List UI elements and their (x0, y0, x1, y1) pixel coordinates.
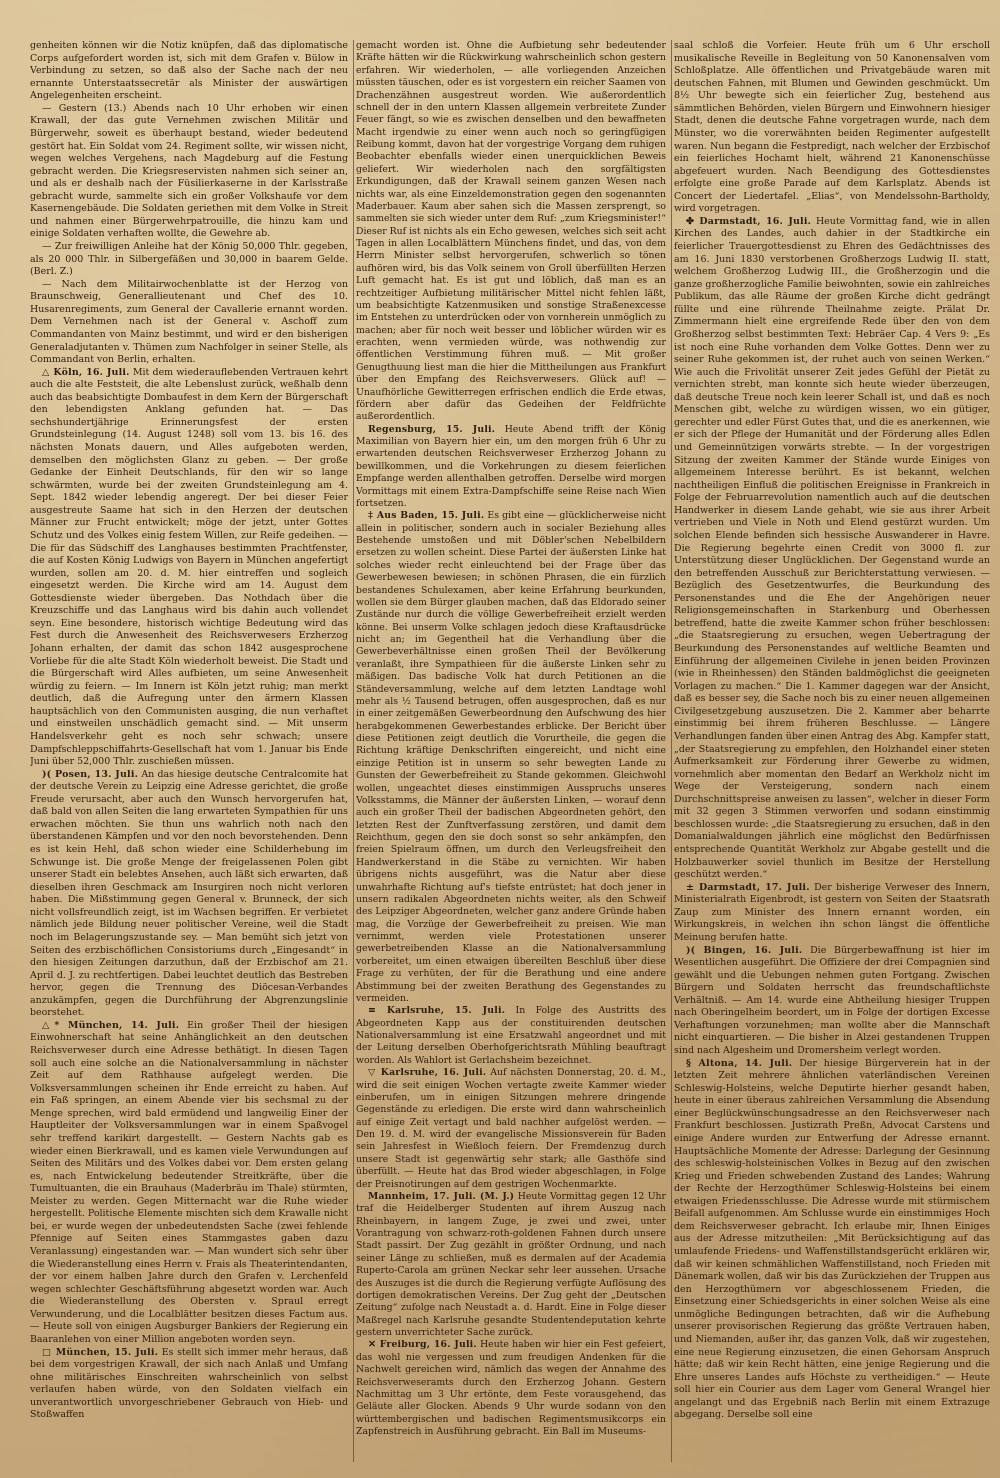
paragraph-text: — Nach dem Militairwochenblatte ist der Herzog von Braunschweig, Generallieutenant und Chef des 10. Husarenregiments, zum General der Cavallerie ernannt worden. Dem Vernehmen nach ist der General v. Aschoff zum Commandanten von Mainz bestimmt, und wird er den bisherigen Generaladjutanten v. Thümen zum Nachfolger in seiner Stelle, als Commandant von Berlin, erhalten. (30, 278, 348, 366)
article-paragraph (674, 882, 990, 945)
article-paragraph (356, 1339, 666, 1438)
article-paragraph (356, 510, 666, 1005)
column-1 (30, 40, 348, 1464)
paragraph-text: Der bisherige Verweser des Innern, Ministerialrath Eigenbrodt, ist gestern von Seiten der Staatsrath Zaup zum Minister des Innern ernannt worden, ein Wirkungskreis, in welchen ihn schon längst die öffentliche Meinung berufen hatte. (674, 881, 990, 943)
paragraph-text: Die Bürgerbewaffnung ist hier im Wesentlichen ausgeführt. Die Offiziere der drei Compagnien sind gewählt und die Uebungen nehmen guten Fortgang. Zwischen Bürgern und Soldaten herrscht das freundschaftlichste Verhältniß. — Am 14. wurde eine Abtheilung hiesiger Truppen nach Oberingelheim beordert, um in Folge der dortigen Excesse Verhaftungen vorzunehmen; man wollte aber die Mannschaft nicht einquartieren. — Die bisher in Alzei gestandenen Truppen sind nach Algesheim und Dromersheim verlegt worden. (674, 944, 990, 1056)
article-paragraph (30, 279, 348, 367)
paragraph-text: Es gibt eine — glücklicherweise nicht allein in politischer, sondern auch in socialer Beziehung alles Bestehende umstoßen und mit Döbler'schen Nebelbildern ersetzen zu wollen scheint. Diese Partei der äußersten Linke hat solches wieder recht einleuchtend bei der Frage über das Gewerbewesen bewiesen; in schönen Phrasen, die ein fürzlich bestandenes Schulexamen, aber keine Erfahrung beurkunden, wollen sie dem Bürger glauben machen, daß das Eldorado seiner Zustände nur durch die völlige Gewerbefreiheit erzielt werden könne. Bei unserm Volke schlagen jedoch diese Kraftausdrücke nicht an; im Gegentheil hat die Verhandlung über die Gewerbeverhältnisse einen großen Theil der Bevölkerung veranlaßt, ihre Sympathieen für die äußerste Linken sehr zu mäßigen. Das badische Volk hat durch Petitionen an die Ständeversammlung, welche auf dem letzten Landtage wohl mehr als ½ Tausend betrugen, offen ausgesprochen, daß es nur in einer zeitgemäßen Gewerbeordnung den Aufschwung des hier herabgekommenen Gewerbestandes erblicke. Der Bericht über diese Petitionen zeigt deutlich die Vorurtheile, die gegen die Richtung kräftige Denkschriften eingereicht, und nicht eine einzige Petition ist in unserm so sehr bewegten Lande zu Gunsten der Gewerbefreiheit zu Stande gekommen. Gleichwohl wollen, ungeachtet dieses einstimmigen Ausspruchs unseres Volksstamms, die Männer der äußersten Linken, — worauf denn auch ein großer Theil der badischen Abgeordneten gehört, den letzten Rest der Zunftverfassung zerstören, und damit dem Reichthum, gegen den sie doch sonst so sehr ankämpfen, den freien Spielraum öffnen, um durch den Verleugsfreiheit den Handwerkerstand in die Stäbe zu vernichten. Wir haben übrigens nichts ausgeführt, was die Natur aber diese unwahrhafte Richtung auf's tiefste entrüstet; hat doch jener in unsern radikalen Abgeordneten nichts weiter, als den Schweif des Leipziger Abgeordneten, welcher ganz andere Gründe haben mag, die Vorzüge der Gewerbefreiheit zu preisen. Wie man vernimmt, werden viele Protestationen unserer gewerbetreibenden Klasse an die Nationalversammlung vorbereitet, um einen etwaigen übereilten Beschluß über diese Frage zu verhüten, der für die Berathung und eine andere Abstimmung bei der zweiten Berathung des Gegenstandes zu vermeiden. (356, 510, 666, 1004)
dateline: ≡ Karlsruhe, 15. Juli. (368, 1005, 506, 1017)
paragraph-text: Heute Abend trifft der König Maximilian von Bayern hier ein, um den morgen früh 6 Uhr zu erwartenden deutschen Reichsverweser Erzherzog Johann zu bewillkommen, und die Vorkehrungen zu diesem feierlichen Empfange werden allenthalben getroffen. Derselbe wird morgen Vormittags mit einem Extra-Dampfschiffe seine Reise nach Wien fortsetzen. (356, 423, 666, 509)
column-3 (674, 40, 990, 1464)
article-paragraph (356, 424, 666, 511)
article-paragraph (356, 1191, 666, 1340)
paragraph-text: An das hiesige deutsche Centralcomite hat der deutsche Verein zu Leipzig eine Adresse gerichtet, die große Freude verursacht, aber auch den Wunsch hervorgerufen hat, daß bald von allen Seiten die lang erwarteten Sympathien für uns erwachen möchten. Sie thun uns wahrlich noth nach den überstandenen Kämpfen und vor den noch bevorstehenden. Denn es ist kein Hehl, daß schon wieder eine Schilderhebung im Schwunge ist. Die große Menge der freigelassenen Polen gibt unserer Stadt ein belebtes Ansehen, auch läßt sich erwarten, daß dieselben ihren Geschmack am Insurgiren noch nicht verloren haben. Die Mißstimmung gegen General v. Brunneck, der sich nicht vollsfreundlich zeigt, ist im Wachsen begriffen. Er verbietet nämlich jede Bildung neuer politischer Vereine, weil die Stadt noch im Belagerungszustande sey. — Man bemüht sich jetzt von Seiten des erzbischöflichen Consistoriums durch „Eingesandt“ in den hiesigen Zeitungen darzuthun, daß der Erzbischof am 21. April d. J. zu rechtfertigen. Dabei leuchtet deutlich das Bestreben hervor, gegen die Trennung des Diöcesan-Verbandes anzukämpfen, gegen die Durchführung der Abgrenzungslinie beorstehet. (30, 768, 348, 1019)
article-paragraph (30, 769, 348, 1020)
article-paragraph (30, 40, 348, 103)
dateline: ‡ Aus Baden, 15. Juli. (368, 510, 485, 522)
paragraph-text: Heute Vormittag fand, wie in allen Kirchen des Landes, auch dahier in der Stadtkirche ein feierlicher Trauergottesdienst zu Ehren des Gedächtnisses des am 16. Juni 1830 verstorbenen Großherzogs Ludwig II. statt, welchem Großherzog Ludwig III., die Großherzogin und die ganze großherzogliche Familie beiwohnten, sowie ein zahlreiches Publikum, das alle Räume der großen Kirche dicht gedrängt füllte und eine rührende Theilnahme zeigte. Prälat Dr. Zimmermann hielt eine ergreifende Rede über den von dem Großherzog selbst bestimmten Text: Hebräer Cap. 4 Vers 9: „Es ist noch eine Ruhe vorhanden dem Volke Gottes. Denn wer zu seiner Ruhe gekommen ist, der ruhet auch von seinen Werken.“ Wie auch die Frivolität unserer Zeit jedes Gefühl der Pietät zu vernichten strebt, man konnte sich heute wieder überzeugen, daß deutsche Treue noch kein leerer Schall ist, und daß es noch Menschen gibt, welche zu würdigen wissen, wo ein gütiger, gerechter und edler Fürst Gutes that, und die es anerkennen, wie er sich der Pflege der Humanität und der Förderung alles Edlen und Gemeinnützigen vorwärts strebte. — In der vorgestrigen Sitzung der zweiten Kammer der Stände wurde Einiges von allgemeinem Interesse berührt. Es ist bekannt, welchen nachtheiligen Einfluß die politischen Ereignisse in Frankreich in Folge der Februarrevolution namentlich auch auf die deutschen Handwerker in diesem Lande gehabt, wie sie aus ihrer Arbeit vertrieben und Viele in Noth und Elend gestürzt wurden. Um solchen Elende befinden sich hessische Auswanderer in Havre. Die Regierung begehrte einen Credit von 3000 fl. zur Unterstützung dieser Unglücklichen. Der Gegenstand wurde an den betreffenden Ausschuß zur Berichterstattung verwiesen. — Bezüglich des Gesetzentwurfes, die Beurkundung des Personenstandes und die Ehe der Angehörigen neuer Religionsgemeinschaften in Starkenburg und Oberhessen betreffend, hatte die zweite Kammer schon früher beschlossen: „die Staatsregierung zu ersuchen, wegen Uebertragung der Beurkundung des Personenstandes auf weltliche Beamten und Einführung der allgemeinen Civilehe in jenen beiden Provinzen (wie in Rheinhessen) den Ständen baldmöglichst die geeigneten Vorlagen zu machen.“ Die 1. Kammer dagegen war der Ansicht, daß es besser sey, die Sache noch bis zu einer neuen allgemeinen Civilgesetzgebung auszusetzen. Die 2. Kammer aber beharrte einstimmig bei ihrem früheren Beschlusse. — Längere Verhandlungen fanden über einen Antrag des Abg. Kampfer statt, „der Staatsregierung zu empfehlen, den Holzhandel einer steten Aufmerksamkeit zur Förderung ihrer Gewerbe zu widmen, vornehmlich aber momentan den Bedarf an Werkholz nicht im Wege der Versteigerung, sondern nach einem Durchschnittspreise anweisen zu lassen“, welcher in dieser Form mit 32 gegen 3 Stimmen verworfen und sodann einstimmig beschlossen wurde: „die Staatsregierung zu ersuchen, daß in den Domanialwaldungen jährlich eine möglichst den Bedürfnissen entsprechende Quantität Werkholz zur Abgabe gestellt und die Holzbauwerker soviel thunlich im Besitze der Herstellung geschützt werden.“ (674, 215, 990, 881)
article-paragraph (674, 945, 990, 1058)
article-paragraph (30, 1020, 348, 1347)
article-paragraph (30, 103, 348, 241)
article-paragraph (356, 1067, 666, 1191)
dateline: § Altona, 14. Juli. (686, 1057, 793, 1069)
column-rule (353, 40, 354, 1462)
dateline: △* München, 14. Juli. (42, 1019, 180, 1031)
paragraph-text: Auf nächsten Donnerstag, 20. d. M., wird die seit einigen Wochen vertagte zweite Kammer wieder einberufen, um in einigen Sitzungen mehrere dringende Gegenstände zu erledigen. Die erste wird dann wahrscheinlich auf einige Zeit vertagt und bald nachher aufgelöst werden. — Den 19. d. M. wird der evangelische Missionsverein für Baden sein Jahresfest in Wießloch feiern. Der Fremdenzug durch unsere Stadt ist gegenwärtig sehr stark; alle Gasthöfe sind überfüllt. — Heute hat das Brod wieder abgeschlagen, in Folge der Preisnotirungen auf dem gestrigen Wochenmarkte. (356, 1067, 666, 1190)
article-paragraph (356, 1005, 666, 1067)
dateline: )( Posen, 13. Juli. (42, 768, 139, 780)
dateline: )( Bingen, 16. Juli. (686, 944, 803, 956)
paragraph-text: Ein großer Theil der hiesigen Einwohnerschaft hat seine Anhänglichkeit an den deutschen Reichsverweser durch eine Adresse bethätigt. In diesen Tagen soll auch eine solche an die Nationalversammlung in nächster Zeit auf dem Rathhause aufgelegt werden. Die Volksversammlungen scheinen ihr Ende erreicht zu haben. Auf ein Faß springen, an einem Abende vier bis sechsmal zu der Menge sprechen, wird bald ermüdend und langweilig Einer der Hauptleiter der Volksversammlungen war in einem Spaßvogel sehr treffend karikirt dargestellt. — Gestern Nachts gab es wieder einen Bierkrawall, und es kamen viele Verwundungen auf Seiten des Militärs und des Volkes dabei vor. Dem ersten gelang es, nach Entwickelung bedeutender Streitkräfte, über die Tumultuanten, die ein Brauhaus (Maderbräu im Thale) stürmten, Meister zu werden. Gegen Mitternacht war die Ruhe wieder hergestellt. Politische Elemente mischten sich dem Krawalle nicht bei, er wurde wegen der unbedeutendsten Sache (zwei fehlende Pfennige auf Seiten eines Stammgastes gaben dazu Veranlassung) eingestanden war. — Man wundert sich sehr über die Wiederanstellung eines Herrn v. Frais als Theaterintendanten, der vor einem halben Jahre durch den Grafen v. Lerchenfeld wegen schlechter Geschäftsführung abgesetzt worden war. Auch die Wiederanstellung des Obersten v. Spraul erregt Verwunderung, und die Localblätter besitzen dieses Factum aus. — Heute soll von einigen Augsburger Bankiers der Regierung ein Baaranlehen von einer Million angeboten worden seyn. (30, 1019, 348, 1345)
paragraph-text: gemacht worden ist. Ohne die Aufbietung sehr bedeutender Kräfte hätten wir die Rückwirkung wahrscheinlich schon gestern erfahren. Wir wiederholen, — alle vorliegenden Anzeichen müssten täuschen, oder es ist vorgestern ein reicher Saamen von Drachenzähnen ausgestreut worden. Wie außerordentlich schnell der in den untern Klassen allgemein verbreitete Zunder Feuer fängt, so wie es zwischen denselben und den bewaffneten Macht irgendwie zu einer wenn auch noch so geringfügigen Reibung kommt, davon hat der vorgestrige Vorgang dem ruhigen Beobachter ebenfalls wieder einen unerquicklichen Beweis geliefert. Wir wiederholen nach den sorgfältigsten Erkundigungen, daß der Krawall seinem ganzen Wesen nach nichts war, als eine Einzeldemonstration gegen den sogenannten Maderbauer. Kaum aber sahen sich die Massen zersprengt, so sammelten sie sich wieder unter dem Ruf: „zum Kriegsminister!“ Dieser Ruf ist nichts als ein Echo gewesen, welches sich seit acht Tagen in allen Localblättern Münchens findet, und das, von dem Herrn Minister selbst hervorgerufen, schwerlich so tönen aufhören wird, bis das Volk seinem von Groll überfüllten Herzen Luft gemacht hat. Es ist gut und löblich, daß man es an rechtzeitiger Aufbietung militärischer Mittel nicht fehlen läßt, um beabsichtigte Katzenmusiken und sonstige Straßenexcesse im Entstehen zu unterdrücken oder von vornherein unmöglich zu machen; aber für noch weit besser und löblicher würden wir es erachten, wenn vermieden würde, was nothwendig zur öffentlichen Verstimmung führen muß. — Mit großer Genugthuung liest man die hier die Mittheilungen aus Frankfurt über den Empfang des Reichsverwesers. Glück auf! — Unaufhörliche Gewitterregen erfrischen endlich die Erde etwas, fördern aber dafür das Gedeihen der Feldfrüchte außerordentlich. (356, 40, 666, 423)
dateline: ✤ Darmstadt, 16. Juli. (686, 215, 812, 227)
article-paragraph (674, 40, 990, 216)
article-paragraph (674, 216, 990, 882)
dateline: ± Darmstadt, 17. Juli. (686, 881, 810, 893)
paragraph-text: Es stellt sich immer mehr heraus, daß bei dem vorgestrigen Krawall, der sich nach Anlaß und Umfang ohne militärisches Einschreiten wahrscheinlich von selbst verlaufen haben würde, von den Soldaten vielfach ein unverantwortlich unvorgeschriebener Gebrauch von Hieb- und Stoßwaffen (30, 1346, 348, 1421)
article-paragraph (356, 40, 666, 424)
article-paragraph (30, 241, 348, 279)
dateline: Mannheim, 17. Juli. (M. J.) (368, 1190, 515, 1202)
article-paragraph (30, 367, 348, 769)
paragraph-text: Heute Vormittag gegen 12 Uhr traf die Heidelberger Studenten auf ihrem Auszug nach Rheinbayern, in langem Zuge, je zwei und zwei, unter Vorantragung von schwarz-roth-goldenen Fahnen durch unsere Stadt passirt. Der Zug gezählt in größter Ordnung, und nach seiner Länge zu schließen, muß es dermalen auf der Academia Ruperto-Carola am grünen Neckar sehr leer aussehen. Ursache des Auszuges ist die durch die Regierung verfügte Auflösung des dortigen demokratischen Vereins. Der Zug geht der „Deutschen Zeitung“ zufolge nach Neustadt a. d. Hardt. Eine in Folge dieser Maßregel nach Karlsruhe gesandte Studentendeputation kehrte gestern unverrichteter Sache zurück. (356, 1190, 666, 1338)
paragraph-text: In Folge des Austritts des Abgeordneten Kapp aus der constituirenden deutschen Nationalversammlung ist eine Ersatzwahl angeordnet und mit der Leitung derselben Oberhofgerichtsrath Mühling beauftragt worden. Als Wahlort ist Gerlachsheim bezeichnet. (356, 1005, 666, 1066)
dateline: ✕ Freiburg, 16. Juli. (368, 1339, 477, 1351)
paragraph-text: genheiten können wir die Notiz knüpfen, daß das diplomatische Corps aufgefordert worden ist, sich mit dem Grafen v. Bülow in Verbindung zu setzen, so daß also der Sache nach der neu ernannte Unterstaatssecretär als Minister der auswärtigen Angelegenheiten erscheint. (30, 40, 348, 102)
paragraph-text: Der hiesige Bürgerverein hat in der letzten Zeit mehrere ähnlichen vaterländischen Vereinen Schleswig-Holsteins, welche Deputirte hierher gesandt haben, heute in einer überaus zahlreichen Versammlung die Absendung einer Beglückwünschungsadresse an den Reichsverweser nach Frankfurt beschlossen. Justizrath Preßn, Advocat Carstens und einige Andere wurden zur Entwerfung der Adresse ernannt. Hauptsächliche Momente der Adresse: Darlegung der Gesinnung des schleswig-holsteinischen Volkes in Bezug auf den zwischen Krieg und Frieden schwebenden Zustand des Landes; Wahrung der Rechte der Herzogthümer Schleswig-Holsteins bei einem etwaigen Friedensschlusse. Die Adresse wurde mit stürmischem Beifall aufgenommen. Am Schlusse wurde ein einstimmiges Hoch dem Reichsverweser gebracht. Ich erlaube mir, Ihnen Einiges aus der Adresse mitzutheilen: „Mit Berücksichtigung auf das umlaufende Friedens- und Waffenstillstandsgerücht erklären wir, daß wir keinen schmählichen Waffenstillstand, noch Frieden mit Dänemark wollen, daß wir bis das Zurückziehen der Truppen aus den Herzogthümern vor abgeschlossenem Frieden, die Einsetzung einer Schiedsgerichts in einer solchen Weise als eine unmögliche Bedingungen betrachten, daß wir die Aufhebung unserer provisorischen Regierung das größte Vertrauen haben, und Niemanden, außer ihr, das ganzen Volk, daß wir zugestehen, eine neue Regierung einzusetzen, die einen Gehorsam Anspruch hätte; daß wir kein Recht hätten, eine jenige Regierung und die Ehre unseres Landes aufs Höchste zu vertheidigen.“ — Heute soll hier ein Courier aus dem Lager vom General Wrangel hier angelangt und das Ergebniß nach Berlin mit einem Extrazuge abgegang. Derselbe soll eine (674, 1057, 990, 1421)
dateline: □ München, 15. Juli. (42, 1346, 159, 1358)
column-rule (671, 40, 672, 1462)
article-paragraph (30, 1347, 348, 1422)
dateline: △ Köln, 16. Juli. (42, 366, 130, 378)
article-paragraph (674, 1058, 990, 1422)
paragraph-text: Heute haben wir hier ein Fest gefeiert, das wohl nie vergessen und zum freudigen Andenken für die Nachwelt gereichen wird, nämlich das wegen der Annahme des Reichsverweseramts durch den Erzherzog Johann. Gestern Nachmittag um 3 Uhr ertönte, dem Feste vorausgehend, das Geläute aller Glocken. Abends 9 Uhr wurde sodann von den württembergischen und badischen Regimentsmusikcorps ein Zapfenstreich in Ausführung gebracht. Ein Ball im Museums- (356, 1339, 666, 1437)
paragraph-text: — Zur freiwilligen Anleihe hat der König 50,000 Thlr. gegeben, als 20 000 Thlr. in Silbergefäßen und 30,000 in baarem Gelde. (Berl. Z.) (30, 241, 348, 278)
column-2 (356, 40, 666, 1464)
dateline: ▽ Karlsruhe, 16. Juli. (368, 1067, 487, 1079)
dateline: Regensburg, 15. Juli. (368, 423, 496, 435)
paragraph-text: saal schloß die Vorfeier. Heute früh um 6 Uhr erscholl musikalische Reveille in Begleitung von 50 Kanonensalven vom Schloßplatze. Alle öffentlichen und Privatgebäude waren mit deutschen Fahnen, mit Blumen und Gewinden geschmückt. Um 8½ Uhr bewegte sich ein feierlicher Zug, bestehend aus sämmtlichen Behörden, vielen Bürgern und Einwohnern hiesiger Stadt, denen die deutsche Fahne vorgetragen wurde, nach dem Münster, wo die vorerwähnten beiden Regimenter aufgestellt waren. Nun begann die Festpredigt, nach welcher der Erzbischof ein feierliches Hochamt hielt, während 21 Kanonenschüsse abgefeuert wurden. Nach Beendigung des Gottesdienstes erfolgte eine große Parade auf dem Karlsplatz. Abends ist Concert der Liedertafel. „Elias“, von Mendelssohn-Bartholdy, wird vorgetragen. (674, 40, 990, 215)
paragraph-text: Mit dem wiederauflebenden Vertrauen kehrt auch die alte Feststeit, die alte Lebenslust zurück, weßhalb denn auch das beabsichtigte Dombaufest in dem Kern der Bürgerschaft den lebendigsten Anklang gefunden hat. — Das sechshundertjährige Erinnerungsfest der ersten Grundsteinlegung (14. August 1248) soll vom 13. bis 16. des nächsten Monats dauern, und Alles aufgeboten werden, demselben den möglichsten Glanz zu geben. — Der große Gedanke der Einheit Deutschlands, für den wir so lange schwärmten, wurde bei der zweiten Grundsteinlegung am 4. Sept. 1842 wieder lebendig angeregt. Der bei dieser Feier ausgestreute Saame hat sich in den Herzen der deutschen Männer zur Frucht entwickelt; möge der jetzt, unter Gottes Schutz und des Volkes einig festem Willen, zur Reife gedeihen. — Die für das Südschiff des Langhauses bestimmten Prachtfenster, die auf Kosten König Ludwigs von Bayern in München angefertigt wurden, sollen am 20. d. M. hier eintreffen und sogleich eingesetzt werden. Die Kirche wird am 14. August dem Gottesdienste wieder übergeben. Das Nothdach über die Kreuzschiffe und das Langhaus wird bis dahin auch vollendet seyn. Eine besondere, historisch wichtige Bedeutung wird das Fest durch die Anwesenheit des Reichsverwesers Erzherzog Johann erhalten, der damit das schon 1842 ausgesprochene Vorliebe für die alte Stadt Köln wiederholt beweist. Die Stadt und die Bürgerschaft wird Alles aufbieten, um seine Anwesenheit würdig zu feiern. — Im Innern ist Köln jetzt ruhig; man merkt deutlich, daß die Aufregung unter den ärmern Klassen hauptsächlich von den Communisten ausging, die nun verhaftet und einstweilen unschädlich gemacht sind. — Mit unserm Handelsverkehr geht es noch sehr schwach; unsere Dampfschleppschiffahrts-Gesellschaft hat vom 1. Januar bis Ende Juni über 52,000 Thlr. zuschießen müssen. (30, 366, 348, 768)
paragraph-text: — Gestern (13.) Abends nach 10 Uhr erhoben wir einen Krawall, der das gute Vernehmen zwischen Militär und Bürgerwehr, soweit es überhaupt bestand, wieder bedeutend gestört hat. Ein Soldat vom 24. Regiment sollte, wir wissen nicht, wegen welches Vergehens, nach Magdeburg auf die Festung gebracht werden. Die Kriegsreservisten nahmen sich seiner an, und als er deshalb nach der Füsilierkaserne in der Karlsstraße gebracht wurde, sammelte sich ein großer Volkshaufe vor dem Kasernengebäude. Die Soldaten geriethen mit dem Volke in Streit und nahmen einer Bürgerwehrpatrouille, die hinzu kam und einige Soldaten verhaften wollte, die Gewehre ab. (30, 102, 348, 240)
